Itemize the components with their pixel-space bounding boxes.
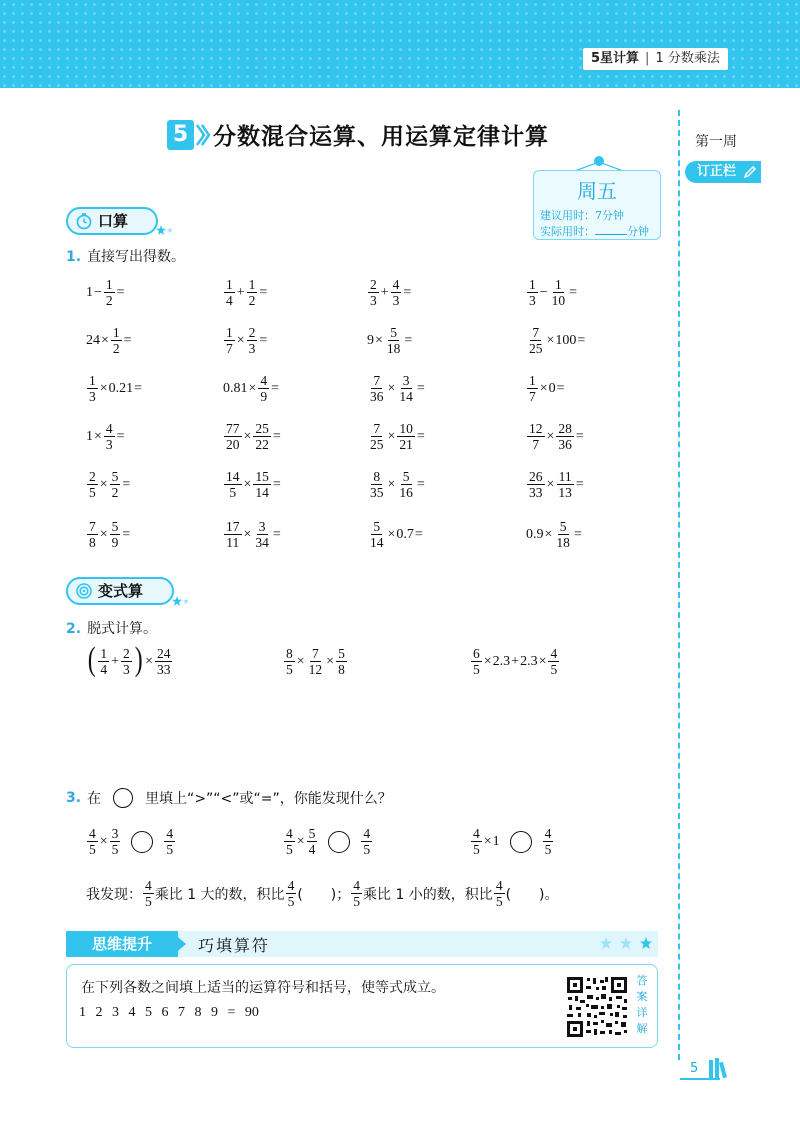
unit-name: 1 分数乘法 [655,51,720,66]
fraction-denominator: 5 [145,894,152,909]
actual-time-blank[interactable] [595,225,627,235]
thinking-sequence[interactable]: 1 2 3 4 5 6 7 8 9 = 90 [79,1005,259,1020]
answer-explain-char: 案 [636,990,648,1003]
compare-circle-sample [113,788,133,808]
actual-time-prefix: 实际用时： [540,225,595,238]
compare-item: $\frac{4}{5}$ × $\frac{3}{5}$ $\frac{4}{5}$ [89,826,174,857]
oral-item[interactable]: $\frac{2}{5}$ × $\frac{5}{2}$ = [89,469,131,500]
question-3-text: 里填上“>”“<”或“=”，你能发现什么？ [145,791,392,807]
compare-circle[interactable] [131,831,153,853]
suggested-time: 建议用时：7分钟 [540,209,624,222]
correction-label: 订正栏 [697,164,737,179]
oral-item[interactable]: $\frac{7}{36}$ × $\frac{3}{14}$ = [370,373,425,404]
oral-item[interactable]: $\frac{1}{7}$ × $\frac{2}{3}$ = [226,325,268,356]
week-label: 第一周 [695,134,737,150]
fraction-numerator: 4 [145,878,152,893]
day-name: 周五 [577,179,617,203]
answer-explain-char: 解 [636,1022,648,1035]
question-2-text: 脱式计算。 [87,621,158,637]
star-icon [156,225,166,235]
oral-item[interactable]: $\frac{1}{3}$ × 0.21 = [89,373,143,404]
oral-item[interactable]: $\frac{26}{33}$ × $\frac{11}{13}$ = [529,469,584,500]
question-1-text: 直接写出得数。 [87,249,186,265]
oral-item[interactable]: $\frac{5}{14}$ × 0.7 = [370,519,423,550]
compare-circle[interactable] [328,831,350,853]
header-band [0,0,800,88]
actual-time-suffix: 分钟 [627,225,649,238]
oral-item[interactable]: 24 × $\frac{1}{2}$ = [86,325,132,356]
section-variant-title: 变式算 [98,582,144,600]
star-icon [183,598,189,604]
discovery-blank1[interactable]: ( )； [297,886,351,903]
section-oral-pill [66,207,158,235]
section-variant-pill [66,577,174,605]
discovery-blank2[interactable]: ( )。 [505,886,559,903]
margin-divider [678,110,680,1060]
arrow-right-icon [178,937,186,951]
fraction-denominator: 5 [353,894,360,909]
oral-item[interactable]: $\frac{12}{7}$ × $\frac{28}{36}$ = [529,421,584,452]
fraction-denominator: 5 [287,894,295,909]
fraction-numerator: 4 [287,878,295,893]
oral-item[interactable]: $\frac{1}{4}$ + $\frac{1}{2}$ = [226,277,268,308]
answer-explain-label [633,973,651,1037]
question-1 [66,246,185,266]
stopwatch-icon [75,212,93,230]
oral-item[interactable]: $\frac{17}{11}$ × $\frac{3}{34}$ = [226,519,281,550]
pencil-icon [743,165,757,179]
calc-item[interactable]: $\frac{8}{5}$ × $\frac{7}{12}$ × $\frac{5}{8}$ [286,646,345,677]
oral-item[interactable]: 1 − $\frac{1}{2}$ = [86,277,125,308]
header-tag [583,48,728,70]
compare-circle[interactable] [510,831,532,853]
page-title: 分数混合运算、用运算定律计算 [213,124,549,150]
oral-item[interactable]: 1 × $\frac{4}{3}$ = [86,421,125,452]
correction-column-tag [685,161,761,183]
answer-explain-char: 详 [636,1006,648,1019]
question-3-pre: 在 [87,791,102,807]
fraction-numerator: 4 [495,878,503,893]
oral-item[interactable]: $\frac{1}{7}$ × 0 = [529,373,565,404]
chevron-right-icon [195,122,211,148]
calc-item[interactable]: ( $\frac{1}{4}$ + $\frac{2}{3}$ ) × $\frac{24}{33}$ [87,640,171,678]
card-pin [594,156,604,166]
oral-item[interactable]: 0.9 × $\frac{5}{18}$ = [526,519,582,550]
thinking-prompt: 在下列各数之间填上适当的运算符号和括号，使等式成立。 [81,980,445,996]
book-name: 5星计算 [591,51,640,66]
header-sep: | [645,51,650,66]
section-oral-title: 口算 [98,212,129,230]
compare-item: $\frac{4}{5}$ × $\frac{5}{4}$ $\frac{4}{5}$ [286,826,371,857]
star-icon [172,596,182,606]
discovery-lead: 我发现： [86,886,142,903]
oral-item[interactable]: 0.81 × $\frac{4}{9}$ = [223,373,280,404]
day-card [533,170,661,240]
question-3 [66,788,392,808]
oral-item[interactable]: 9 × $\frac{5}{18}$ = [367,325,413,356]
oral-item[interactable]: $\frac{2}{3}$ + $\frac{4}{3}$ = [370,277,412,308]
discovery-line [86,878,559,909]
calc-item[interactable]: $\frac{6}{5}$ × 2.3 + 2.3 × $\frac{4}{5}$ [473,646,558,677]
thinking-topic: 巧填算符 [198,936,271,955]
fraction-denominator: 5 [495,894,503,909]
difficulty-stars-icon [598,936,656,950]
oral-item[interactable]: $\frac{7}{25}$ × $\frac{10}{21}$ = [370,421,425,452]
lesson-number: 5 [167,120,194,150]
oral-item[interactable]: $\frac{14}{5}$ × $\frac{15}{14}$ = [226,469,281,500]
actual-time [540,223,649,239]
compare-item: $\frac{4}{5}$ × 1 $\frac{4}{5}$ [473,826,552,857]
star-icon [167,227,173,233]
qr-code-icon[interactable] [565,975,629,1039]
discovery-part2: 乘比 1 小的数，积比 [363,886,493,903]
page-number: 5 [690,1061,699,1076]
discovery-part1: 乘比 1 大的数，积比 [154,886,285,903]
fraction-numerator: 4 [353,878,360,893]
question-2-number: 2. [66,621,82,637]
question-2 [66,618,157,638]
question-3-number: 3. [66,790,82,806]
question-1-number: 1. [66,249,82,265]
answer-explain-char: 答 [636,974,648,987]
oral-item[interactable]: $\frac{8}{35}$ × $\frac{5}{16}$ = [370,469,425,500]
thinking-label: 思维提升 [66,931,178,957]
oral-item[interactable]: $\frac{7}{25}$ × 100 = [529,325,586,356]
target-icon [75,582,93,600]
oral-item[interactable]: $\frac{77}{20}$ × $\frac{25}{22}$ = [226,421,281,452]
oral-item[interactable]: $\frac{1}{3}$ − $\frac{1}{10}$ = [529,277,578,308]
oral-item[interactable]: $\frac{7}{8}$ × $\frac{5}{9}$ = [89,519,131,550]
books-icon [708,1057,734,1079]
thinking-box [66,964,658,1048]
